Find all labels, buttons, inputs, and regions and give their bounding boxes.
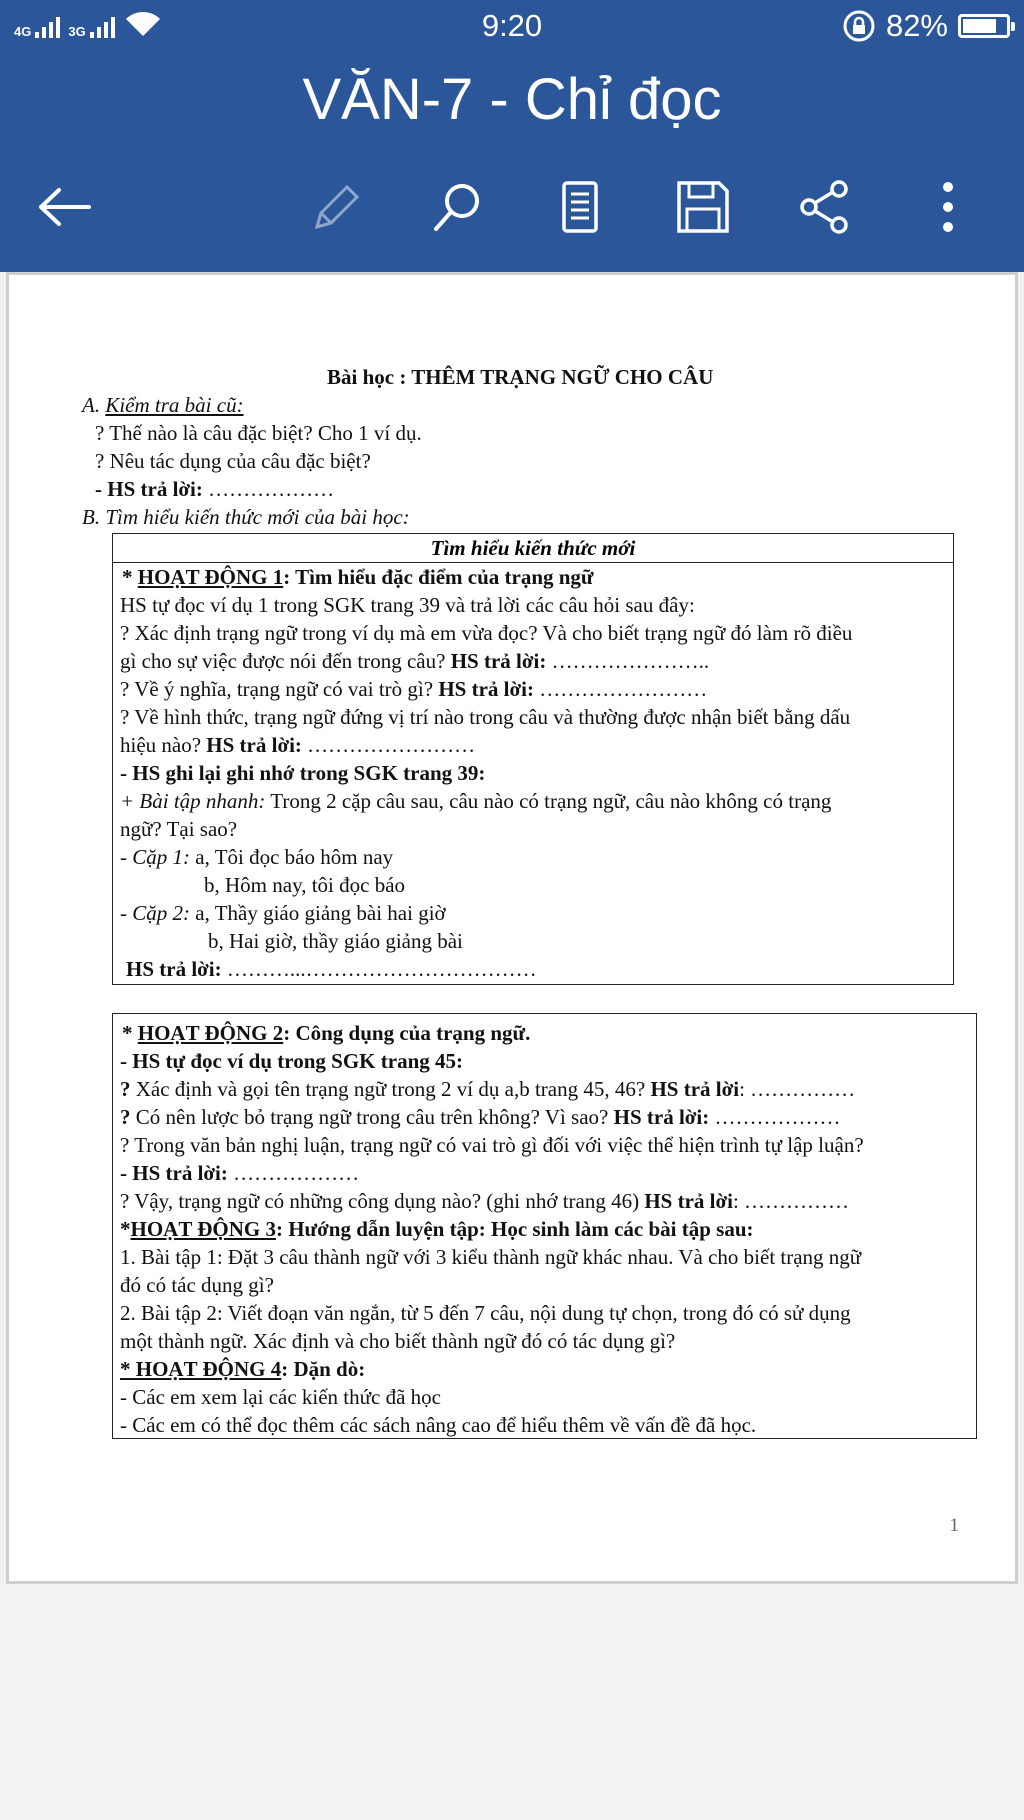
hd4-label: * HOẠT ĐỘNG 4	[120, 1357, 282, 1381]
homework-1: - Các em xem lại các kiến thức đã học	[120, 1385, 441, 1409]
cap1-a: a, Tôi đọc báo hôm nay	[190, 845, 394, 869]
a2-q1-label: HS trả lời	[650, 1077, 740, 1101]
section-b: B. Tìm hiểu kiến thức mới của bài học:	[82, 505, 410, 529]
hd1-label: HOẠT ĐỘNG 1	[137, 565, 284, 589]
edit-button[interactable]	[300, 174, 370, 240]
q3b-label: HS trả lời:	[206, 733, 302, 757]
question-3b	[120, 733, 475, 758]
answer-label: - HS trả lời:	[95, 477, 203, 501]
share-icon	[797, 179, 853, 235]
rotation-lock-icon	[842, 9, 876, 43]
quick-exercise-2: ngữ? Tại sao?	[120, 817, 238, 841]
quick-exercise	[120, 789, 831, 814]
bt-label: + Bài tập nhanh:	[120, 789, 266, 813]
lesson-heading: Bài học : THÊM TRẠNG NGỮ CHO CÂU	[327, 365, 714, 389]
battery-icon	[958, 14, 1010, 38]
exercise-2b: một thành ngữ. Xác định và cho biết thành ngữ đó có tác dụng gì?	[120, 1329, 676, 1353]
a2-q4-text: ? Vậy, trạng ngữ có những công dụng nào? (ghi nhớ trang 46)	[120, 1189, 645, 1213]
note-line: - HS ghi lại ghi nhớ trong SGK trang 39:	[120, 761, 486, 785]
answer-dots: ………………	[202, 477, 335, 501]
section-a	[82, 393, 244, 418]
a2-q1-dots: : ……………	[739, 1077, 856, 1101]
cap1-label: - Cặp 1:	[120, 845, 190, 869]
network-type-label-2: 3G	[68, 24, 86, 39]
app-bar	[0, 0, 1024, 272]
share-button[interactable]	[790, 174, 860, 240]
q1b-label: HS trả lời:	[450, 649, 547, 673]
a2-q4-dots: : ……………	[732, 1189, 850, 1213]
review-answer	[95, 477, 334, 502]
edit-icon	[307, 179, 363, 235]
page-number: 1	[949, 1515, 959, 1536]
section-a-prefix: A.	[82, 393, 106, 417]
mobile-view-button[interactable]	[545, 174, 615, 240]
a2-q3-label: - HS trả lời:	[120, 1161, 228, 1185]
activity-2-heading	[122, 1021, 530, 1046]
cap2-label: - Cặp 2:	[120, 901, 190, 925]
question-2	[120, 677, 707, 702]
more-options-button[interactable]	[913, 174, 983, 240]
pair-2b: b, Hai giờ, thầy giáo giảng bài	[208, 929, 463, 953]
a2-q3-dots: ………………	[227, 1161, 360, 1185]
activity-1-heading	[122, 565, 594, 590]
hd2-star: *	[122, 1021, 138, 1045]
a2-question-4	[120, 1189, 849, 1214]
question-1b	[120, 649, 709, 674]
clock: 9:20	[481, 8, 543, 43]
save-icon	[675, 179, 731, 235]
box-header: Tìm hiểu kiến thức mới	[113, 534, 953, 563]
exercise-1b: đó có tác dụng gì?	[120, 1273, 274, 1297]
bt-rest: Trong 2 cặp câu sau, câu nào có trạng ngữ, câu nào không có trạng	[265, 789, 832, 813]
activity-4-heading	[120, 1357, 365, 1382]
q1-mark: ?	[120, 1077, 131, 1101]
hd3-label: HOẠT ĐỘNG 3	[130, 1217, 276, 1241]
hd3-rest: : Hướng dẫn luyện tập: Học sinh làm các bài tập sau:	[275, 1217, 754, 1241]
exercise-2a: 2. Bài tập 2: Viết đoạn văn ngắn, từ 5 đến 7 câu, nội dung tự chọn, trong đó có sử dụng	[120, 1301, 851, 1325]
pair-1a	[120, 845, 393, 870]
hd1-star: *	[122, 565, 138, 589]
box1-answer	[126, 957, 537, 982]
exercise-1a: 1. Bài tập 1: Đặt 3 câu thành ngữ với 3 kiểu thành ngữ khác nhau. Và cho biết trạng ngữ	[120, 1245, 862, 1269]
box1-answer-dots: ………...……………………………	[221, 957, 537, 981]
cap2-a: a, Thầy giáo giảng bài hai giờ	[190, 901, 446, 925]
q2-mark: ?	[120, 1105, 131, 1129]
search-button[interactable]	[423, 174, 493, 240]
document-page[interactable]	[6, 272, 1018, 1584]
save-button[interactable]	[668, 174, 738, 240]
hd4-rest: : Dặn dò:	[281, 1357, 366, 1381]
a2-question-1	[120, 1077, 855, 1102]
section-a-title: Kiểm tra bài cũ:	[105, 393, 244, 417]
q1b-text: gì cho sự việc được nói đến trong câu?	[120, 649, 451, 673]
a2-question-3-answer	[120, 1161, 359, 1186]
hd2-rest: : Công dụng của trạng ngữ.	[283, 1021, 531, 1045]
question-3a: ? Về hình thức, trạng ngữ đứng vị trí nào trong câu và thường được nhận biết bằng dấu	[120, 705, 851, 729]
search-icon	[430, 179, 486, 235]
a2-q4-label: HS trả lời	[644, 1189, 733, 1213]
q2-dots: ……………………	[533, 677, 708, 701]
review-question-2: ? Nêu tác dụng của câu đặc biệt?	[95, 449, 371, 473]
hd2-label: HOẠT ĐỘNG 2	[137, 1021, 284, 1045]
q3b-text: hiệu nào?	[120, 733, 207, 757]
intro-line: HS tự đọc ví dụ 1 trong SGK trang 39 và trả lời các câu hỏi sau đây:	[120, 593, 695, 617]
more-icon	[938, 179, 958, 235]
mobile-view-icon	[558, 179, 602, 235]
back-icon	[35, 182, 95, 232]
activity-3-heading	[120, 1217, 754, 1242]
q2-label: HS trả lời:	[438, 677, 534, 701]
activity-2-read: - HS tự đọc ví dụ trong SGK trang 45:	[120, 1049, 463, 1073]
box1-answer-label: HS trả lời:	[126, 957, 222, 981]
a2-q2-label: HS trả lời:	[613, 1105, 710, 1129]
a2-q2-dots: ………………	[709, 1105, 841, 1129]
q3b-dots: ……………………	[301, 733, 476, 757]
pair-1b: b, Hôm nay, tôi đọc báo	[204, 873, 406, 897]
hd1-rest: : Tìm hiểu đặc điểm của trạng ngữ	[283, 565, 594, 589]
question-1a: ? Xác định trạng ngữ trong ví dụ mà em vừa đọc? Và cho biết trạng ngữ đó làm rõ điều	[120, 621, 853, 645]
pair-2a	[120, 901, 446, 926]
hd3-star: *	[120, 1217, 131, 1241]
battery-percent: 82%	[885, 8, 948, 43]
status-bar	[0, 0, 1024, 52]
q2-text: ? Về ý nghĩa, trạng ngữ có vai trò gì?	[120, 677, 439, 701]
review-question-1: ? Thế nào là câu đặc biệt? Cho 1 ví dụ.	[95, 421, 422, 445]
homework-2: - Các em có thể đọc thêm các sách nâng cao để hiểu thêm về vấn đề đã học.	[120, 1413, 757, 1437]
a2-question-2	[120, 1105, 841, 1130]
network-type-label: 4G	[14, 24, 32, 39]
back-button[interactable]	[30, 174, 100, 240]
a2-question-3: ? Trong văn bản nghị luận, trạng ngữ có vai trò gì đối với việc thể hiện trình tự lập luận?	[120, 1133, 864, 1157]
q1b-dots: …………………..	[546, 649, 710, 673]
a2-q1-text: Xác định và gọi tên trạng ngữ trong 2 ví dụ a,b trang 45, 46?	[130, 1077, 651, 1101]
document-title: VĂN-7 - Chỉ đọc	[302, 67, 722, 132]
a2-q2-text: Có nên lược bỏ trạng ngữ trong câu trên không? Vì sao?	[130, 1105, 614, 1129]
